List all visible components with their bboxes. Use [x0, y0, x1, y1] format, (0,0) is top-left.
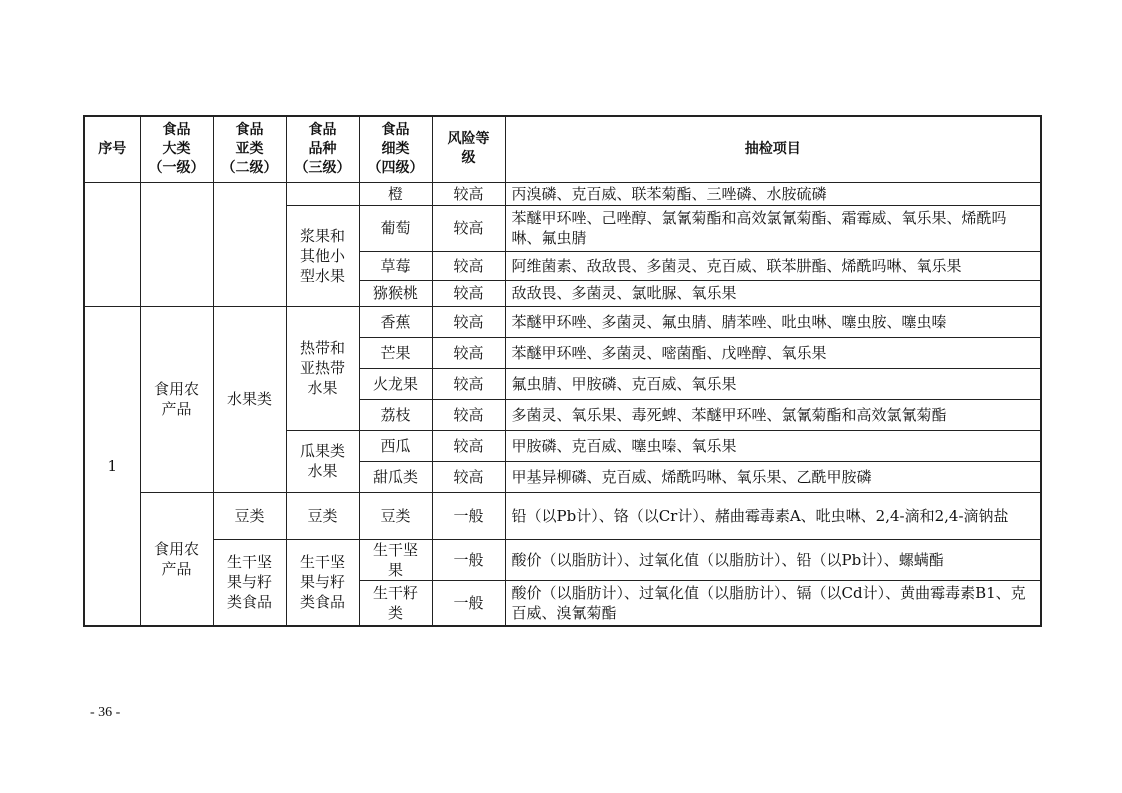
cat4-cell: 草莓	[359, 251, 432, 280]
cat1-cell-a: 食用农 产品	[140, 306, 213, 492]
risk-cell: 较高	[432, 399, 505, 430]
risk-cell: 一般	[432, 539, 505, 580]
risk-cell: 一般	[432, 580, 505, 626]
cat1-cell-empty	[140, 182, 213, 306]
cat4-cell: 甜瓜类	[359, 461, 432, 492]
cat4-cell: 荔枝	[359, 399, 432, 430]
header-cat4: 食品 细类 （四级）	[359, 116, 432, 182]
cat2-cell-empty	[213, 182, 286, 306]
cat1-cell-b: 食用农 产品	[140, 492, 213, 626]
cat4-cell: 西瓜	[359, 430, 432, 461]
header-items: 抽检项目	[505, 116, 1041, 182]
cat4-cell: 香蕉	[359, 306, 432, 337]
items-cell: 铅（以Pb计）、铬（以Cr计）、赭曲霉毒素A、吡虫啉、2,4-滴和2,4-滴钠盐	[505, 492, 1041, 539]
seq-cell: 1	[84, 306, 140, 626]
cat2-beans: 豆类	[213, 492, 286, 539]
risk-cell: 较高	[432, 182, 505, 205]
cat3-melon: 瓜果类 水果	[286, 430, 359, 492]
header-seq: 序号	[84, 116, 140, 182]
cat4-cell: 橙	[359, 182, 432, 205]
page-number: - 36 -	[90, 705, 121, 720]
items-cell: 丙溴磷、克百威、联苯菊酯、三唑磷、水胺硫磷	[505, 182, 1041, 205]
header-cat3: 食品 品种 （三级）	[286, 116, 359, 182]
table-row	[84, 306, 1041, 337]
header-cat2: 食品 亚类 （二级）	[213, 116, 286, 182]
items-cell: 甲基异柳磷、克百威、烯酰吗啉、氧乐果、乙酰甲胺磷	[505, 461, 1041, 492]
seq-cell-empty	[84, 182, 140, 306]
items-cell: 酸价（以脂肪计）、过氧化值（以脂肪计）、镉（以Cd计）、黄曲霉毒素B1、克百威、溴氰菊酯	[505, 580, 1041, 626]
risk-cell: 较高	[432, 337, 505, 368]
header-risk: 风险等 级	[432, 116, 505, 182]
cat4-cell: 猕猴桃	[359, 280, 432, 306]
items-cell: 阿维菌素、敌敌畏、多菌灵、克百威、联苯肼酯、烯酰吗啉、氧乐果	[505, 251, 1041, 280]
items-cell: 苯醚甲环唑、己唑醇、氯氰菊酯和高效氯氰菊酯、霜霉威、氧乐果、烯酰吗啉、氟虫腈	[505, 205, 1041, 251]
risk-cell: 一般	[432, 492, 505, 539]
cat3-tropical: 热带和 亚热带 水果	[286, 306, 359, 430]
risk-cell: 较高	[432, 430, 505, 461]
risk-cell: 较高	[432, 205, 505, 251]
items-cell: 甲胺磷、克百威、噻虫嗪、氧乐果	[505, 430, 1041, 461]
items-cell: 苯醚甲环唑、多菌灵、嘧菌酯、戊唑醇、氧乐果	[505, 337, 1041, 368]
cat3-beans: 豆类	[286, 492, 359, 539]
items-cell: 酸价（以脂肪计）、过氧化值（以脂肪计）、铅（以Pb计）、螺螨酯	[505, 539, 1041, 580]
cat2-nuts: 生干坚 果与籽 类食品	[213, 539, 286, 626]
items-cell: 多菌灵、氧乐果、毒死蜱、苯醚甲环唑、氯氰菊酯和高效氯氰菊酯	[505, 399, 1041, 430]
cat4-cell: 火龙果	[359, 368, 432, 399]
table-row	[84, 182, 1041, 205]
cat2-cell-a: 水果类	[213, 306, 286, 492]
cat3-cell-empty	[286, 182, 359, 205]
cat4-cell: 生干籽 类	[359, 580, 432, 626]
risk-cell: 较高	[432, 461, 505, 492]
items-cell: 氟虫腈、甲胺磷、克百威、氧乐果	[505, 368, 1041, 399]
table-row	[84, 492, 1041, 539]
cat3-nuts: 生干坚 果与籽 类食品	[286, 539, 359, 626]
inspection-table	[83, 115, 1042, 627]
header-row	[84, 116, 1041, 182]
risk-cell: 较高	[432, 251, 505, 280]
cat4-cell: 芒果	[359, 337, 432, 368]
header-cat1: 食品 大类 （一级）	[140, 116, 213, 182]
cat4-cell: 葡萄	[359, 205, 432, 251]
items-cell: 敌敌畏、多菌灵、氯吡脲、氧乐果	[505, 280, 1041, 306]
cat3-berries: 浆果和 其他小 型水果	[286, 205, 359, 306]
cat4-cell: 生干坚 果	[359, 539, 432, 580]
table-row	[84, 539, 1041, 580]
risk-cell: 较高	[432, 280, 505, 306]
risk-cell: 较高	[432, 368, 505, 399]
risk-cell: 较高	[432, 306, 505, 337]
items-cell: 苯醚甲环唑、多菌灵、氟虫腈、腈苯唑、吡虫啉、噻虫胺、噻虫嗪	[505, 306, 1041, 337]
cat4-cell: 豆类	[359, 492, 432, 539]
